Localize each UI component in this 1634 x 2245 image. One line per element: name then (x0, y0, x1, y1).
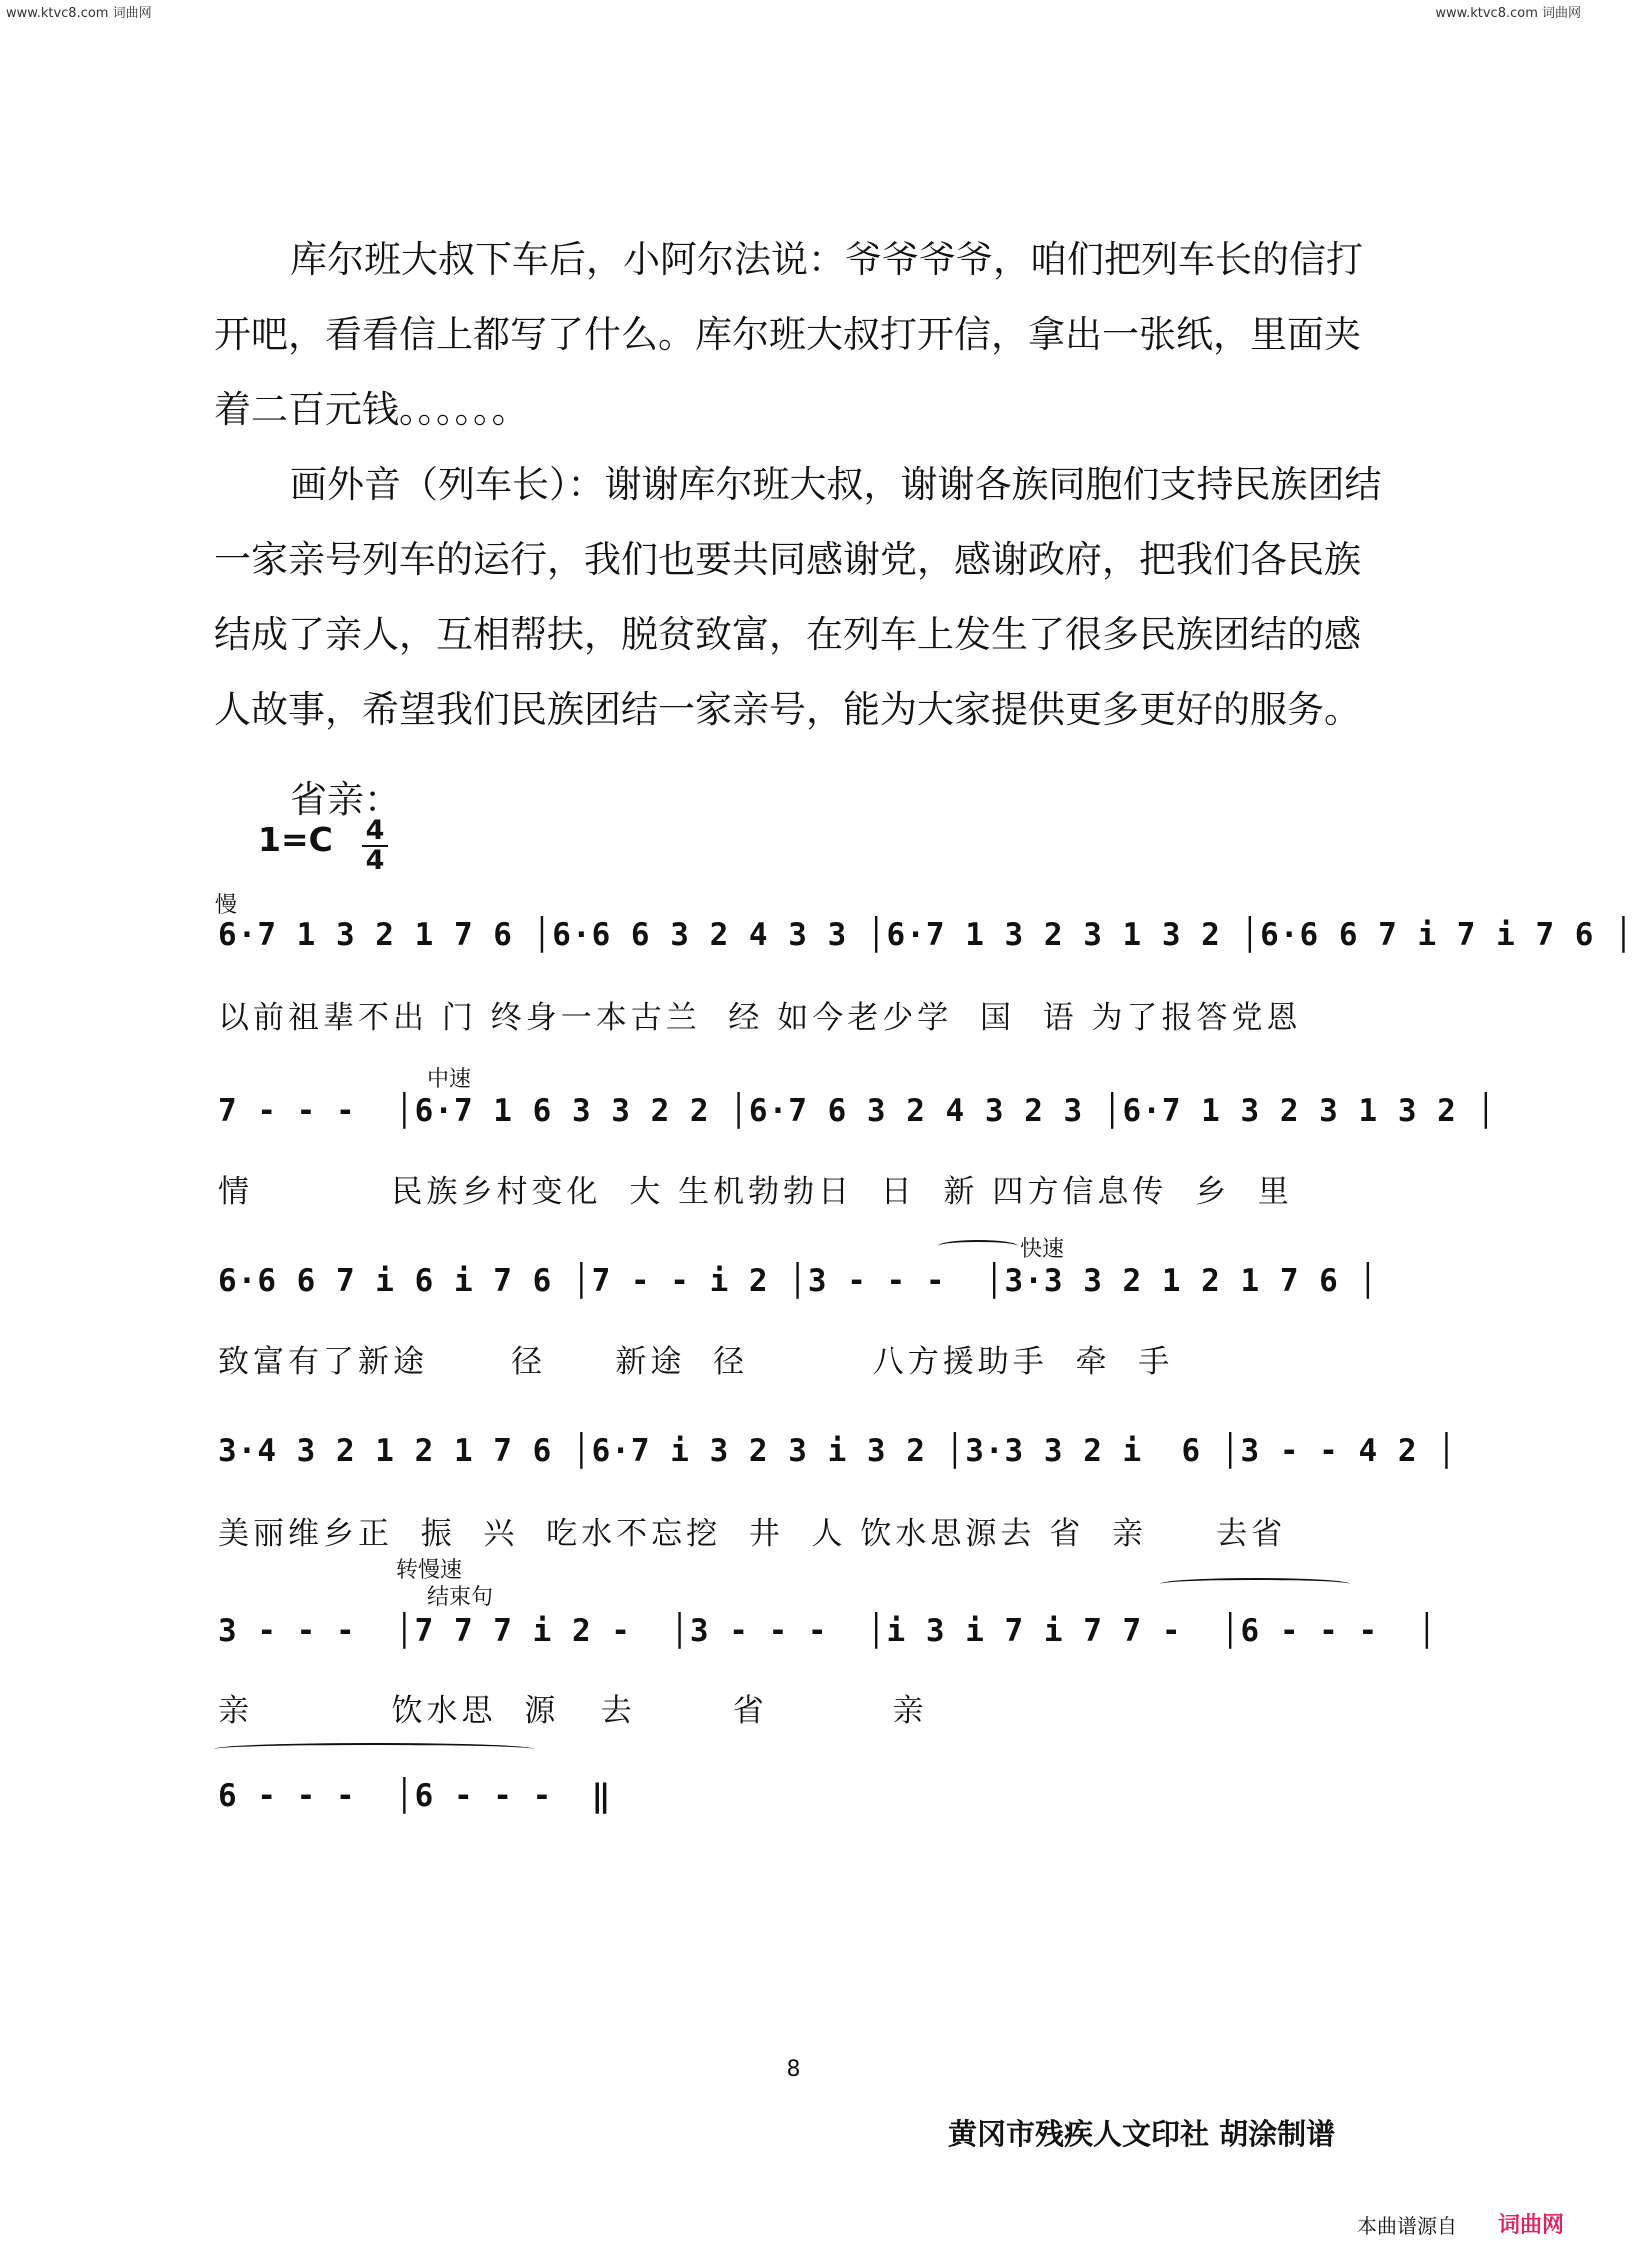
tie-line (1160, 1578, 1350, 1590)
time-bottom: 4 (365, 845, 385, 876)
lyrics-row-3: 致富有了新途 径 新途 径 八方援助手 牵 手 (218, 1344, 1174, 1380)
paragraph-voiceover: 画外音（列车长）：谢谢库尔班大叔，谢谢各族同胞们支持民族团结一家亲号列车的运行，我们也要共同感谢党，感谢政府，把我们各民族结成了亲人，互相帮扶，脱贫致富，在列车上发生了很多民族团结的感人故事，希望我们民族团结一家亲号，能为大家提供更多更好的服务。 (214, 463, 1382, 731)
paragraph-narration: 库尔班大叔下车后，小阿尔法说：爷爷爷爷，咱们把列车长的信打开吧，看看信上都写了什么。库尔班大叔打开信，拿出一张纸，里面夹着二百元钱。。。。。。 (214, 238, 1363, 431)
song-heading: 省亲： (290, 778, 401, 821)
watermark-right: www.ktvc8.com 词曲网 (1435, 6, 1581, 21)
watermark-left: www.ktvc8.com 词曲网 (6, 6, 152, 21)
tempo-medium: 中速 (427, 1067, 472, 1092)
lyrics-row-5: 亲 饮水思 源 去 省 亲 (218, 1693, 928, 1729)
lyrics-row-1: 以前祖辈不出 门 终身一本古兰 经 如今老少学 国 语 为了报答党恩 (218, 1000, 1302, 1036)
site-logo: 词曲网 (1498, 2213, 1565, 2238)
notation-row-1: 6·7 1 3 2 1 7 6 │6·6 6 3 2 4 3 3 │6·7 1 3 2 3 1 3 2 │6·6 6 7 i 7 i 7 6 │ (218, 917, 1634, 953)
tie-line (214, 1743, 534, 1755)
credit-line: 黄冈市残疾人文印社 胡涂制谱 (948, 2117, 1336, 2151)
page-number: 8 (786, 2057, 801, 2082)
notation-row-6: 6 - - - │6 - - - ‖ (218, 1778, 612, 1814)
notation-row-5: 3 - - - │7 7 7 i 2 - │3 - - - │i 3 i 7 i 7 7 - │6 - - - │ (218, 1613, 1438, 1649)
source-label: 本曲谱源自 (1357, 2214, 1457, 2238)
tempo-fast: 快速 (1020, 1237, 1065, 1262)
notation-row-4: 3·4 3 2 1 2 1 7 6 │6·7 i 3 2 3 i 3 2 │3·3 3 2 i 6 │3 - - 4 2 │ (218, 1433, 1457, 1469)
time-signature (362, 815, 388, 876)
tempo-ending: 结束句 (427, 1585, 494, 1610)
notation-row-3: 6·6 6 7 i 6 i 7 6 │7 - - i 2 │3 - - - │3·3 3 2 1 2 1 7 6 │ (218, 1263, 1379, 1299)
key-signature: 1=C (258, 820, 333, 859)
notation-row-2: 7 - - - │6·7 1 6 3 3 2 2 │6·7 6 3 2 4 3 2 3 │6·7 1 3 2 3 1 3 2 │ (218, 1093, 1497, 1129)
lyrics-row-2: 情 民族乡村变化 大 生机勃勃日 日 新 四方信息传 乡 里 (218, 1174, 1293, 1210)
tempo-slow: 慢 (215, 893, 238, 918)
tie-line (938, 1240, 1018, 1252)
time-top: 4 (365, 815, 385, 846)
tempo-rit: 转慢速 (396, 1558, 463, 1583)
lyrics-row-4: 美丽维乡正 振 兴 吃水不忘挖 井 人 饮水思源去 省 亲 去省 (218, 1516, 1287, 1552)
